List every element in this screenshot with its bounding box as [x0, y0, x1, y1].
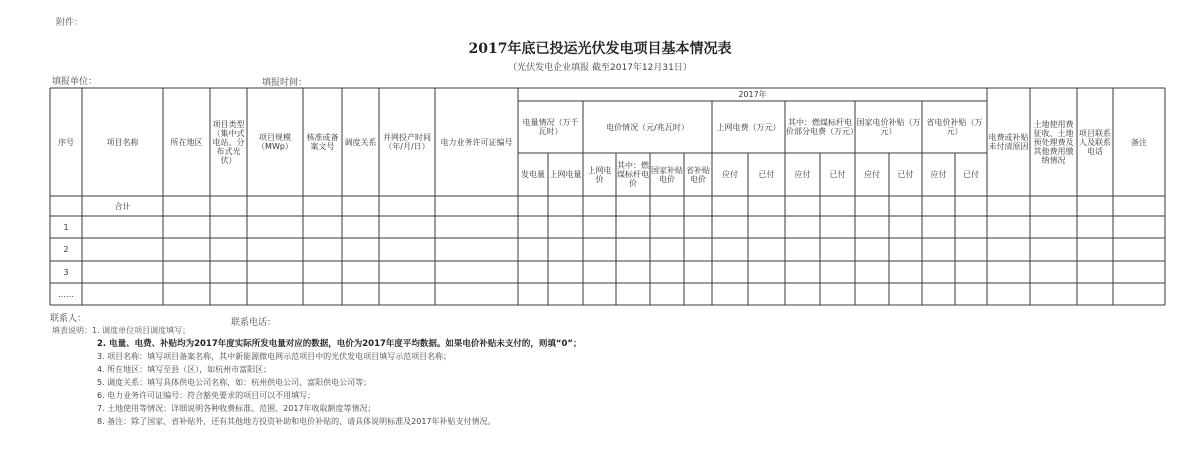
header-year-group: 2017年 — [738, 90, 767, 99]
header-coal-paid: 已付 — [829, 170, 846, 179]
header-project-type: 项目类型（集中式电站、分布式光伏） — [212, 119, 245, 165]
header-fee-group: 上网电费（万元） — [716, 122, 781, 132]
row-seq-2: 2 — [63, 245, 69, 254]
header-remark: 备注 — [1131, 137, 1147, 147]
header-grid-relation: 调度关系 — [344, 137, 377, 147]
header-grid-electricity: 上网电量 — [549, 170, 582, 179]
note-6: 6. 电力业务许可证编号：符合豁免要求的项目可以不用填写； — [97, 391, 316, 400]
contact-phone-label: 联系电话： — [231, 318, 277, 328]
header-provincial-subsidy-price: 省补贴电价 — [686, 165, 710, 184]
contact-label: 联系人： — [50, 314, 87, 324]
header-area: 所在地区 — [170, 137, 203, 147]
header-national-subsidy-price: 国家补贴电价 — [651, 165, 683, 184]
row-total-label: 合计 — [114, 201, 131, 211]
header-land-fees: 土地使用费征收、土地预处理费及其他费用缴纳情况 — [1033, 119, 1074, 165]
header-coal-fee-group: 其中：燃煤标杆电价部分电费（万元） — [786, 118, 858, 136]
fill-time-label: 填报时间： — [262, 78, 308, 88]
document-title: 2017年底已投运光伏发电项目基本情况表 — [468, 41, 732, 57]
header-provincial-payable: 应付 — [930, 170, 947, 179]
header-project-name: 项目名称 — [106, 137, 139, 147]
header-contact: 项目联系人及联系电话 — [1079, 128, 1111, 156]
document-subtitle: （光伏发电企业填报 截至2017年12月31日） — [508, 63, 692, 73]
row-seq-more: …… — [58, 289, 74, 299]
header-grid-price: 上网电价 — [587, 165, 612, 184]
header-seq: 序号 — [58, 137, 74, 147]
header-fee-payable: 应付 — [722, 170, 738, 179]
row-seq-3: 3 — [63, 267, 69, 277]
note-7: 7. 土地使用等情况：详细说明各种收费标准、范围、2017年收取额度等情况； — [97, 404, 376, 413]
header-connection-time: 并网投产时间（年/月/日） — [383, 133, 431, 151]
notes-heading: 填表说明：1. 调度单位项目调度填写； — [52, 326, 191, 335]
header-national-subsidy-group: 国家电价补贴（万元） — [856, 118, 921, 136]
header-license-number: 电力业务许可证编号 — [440, 137, 513, 147]
note-8: 8. 备注：除了国家、省补贴外，还有其他地方投资补助和电价补贴的，请具体说明标准及2017年补贴支付情况。 — [97, 417, 496, 426]
note-5: 5. 调度关系：填写具体供电公司名称，如：杭州供电公司、富阳供电公司等； — [97, 378, 372, 387]
header-coal-price: 其中：燃煤标杆电价 — [617, 161, 649, 188]
note-4: 4. 所在地区：填写至县（区），如杭州市富阳区； — [97, 365, 272, 374]
header-provincial-subsidy-group: 省电价补贴（万元） — [926, 118, 983, 136]
fill-unit-label: 填报单位： — [52, 77, 98, 87]
header-price-group: 电价情况（元/兆瓦时） — [606, 122, 689, 132]
note-2: 2. 电量、电费、补贴均为2017年度实际所发电量对应的数据，电价为2017年度平均数据。如果电价补贴未支付的，则填“0”； — [97, 339, 582, 349]
header-fee-paid: 已付 — [758, 170, 775, 179]
header-project-scale: 项目规模（MWp） — [257, 133, 293, 151]
attachment-label: 附件： — [56, 18, 84, 28]
header-generation-group: 电量情况（万千瓦时） — [522, 118, 579, 136]
header-unpaid-reason: 电费或补贴未付清原因 — [988, 133, 1029, 151]
header-provincial-paid: 已付 — [963, 170, 979, 179]
note-3: 3. 项目名称：填写项目备案名称，其中新能源微电网示范项目中的光伏发电项目填写示范项目名称； — [97, 352, 452, 361]
header-coal-payable: 应付 — [794, 170, 811, 179]
header-generation: 发电量 — [521, 170, 545, 179]
header-record-number: 核准或备案文号 — [306, 133, 339, 151]
row-seq-1: 1 — [63, 222, 69, 232]
header-national-paid: 已付 — [897, 170, 914, 179]
header-national-payable: 应付 — [864, 170, 880, 179]
